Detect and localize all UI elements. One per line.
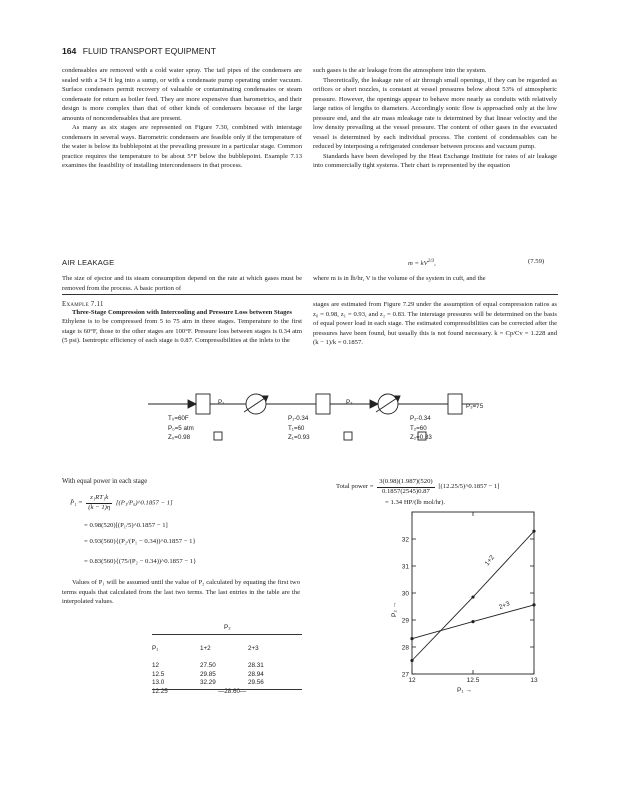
table-header-row: P₁ 1+2 2+3 (152, 644, 259, 652)
equation-7-59: $m = kV^{2/3}$, (408, 259, 436, 268)
equation-number: (7.59) (528, 258, 545, 265)
calc-intro: With equal power in each stage (62, 478, 148, 485)
paragraph: where m is in lb/hr, V is the volume of the system in cuft, and the (313, 275, 486, 282)
plot-frame (412, 512, 534, 674)
paragraph: condensables are removed with a cold water spray. The tail pipes of the condensers are sealed with a 34 ft leg into a sump, or with a condensate pump operating under vacuum. Surface condensers permit recovery of valuable or contaminating condensates or steam condensate for return as boiler feed. They are more expensive than barometrics, and their design is more complex than that of other kinds of condensers because of the large amounts of noncondensables that are present. (62, 67, 302, 122)
y-tick-label: 32 (401, 536, 409, 544)
data-point (410, 659, 413, 662)
paragraph: such gases is the air leakage from the atmosphere into the system. (313, 67, 487, 74)
y-tick-label: 31 (401, 563, 409, 571)
section-heading: AIR LEAKAGE (62, 258, 115, 267)
page-number: 164 (62, 46, 77, 56)
paragraph: The size of ejector and its steam consumption depend on the rate at which gases must be removed from the process. A basic portion of (62, 275, 302, 292)
top-left-column (62, 66, 302, 171)
x-axis-label: P₁ → (457, 687, 472, 694)
table-rule (152, 634, 302, 635)
paragraph: Standards have been developed by the Heat Exchange Institute for rates of air leakage into commercially tight systems. Their chart is represented by the equation (313, 152, 557, 170)
table-row: 12.5 29.85 28.94 (152, 670, 264, 678)
p1-p2-chart (388, 506, 548, 706)
example-label: Example 7.11 (62, 301, 104, 308)
table-bottom-rule (152, 689, 302, 690)
label-p1: P₁ (218, 399, 225, 406)
y-tick-label: 28 (401, 644, 409, 652)
example-text: Ethylene is to be compressed from 5 to 75 atm in three stages. Temperature to the first stage is 60°F, those to the other stages are 100°F. Pressure loss between stages is 0.34 atm (5 psi). Isentropic efficiency of each stage is 0.87. Compressibilities at the inlets to the (62, 318, 302, 345)
calc-line-2: = 0.98(520)[(P₁/5)^0.1857 − 1] (84, 522, 168, 529)
paragraph: As many as six stages are represented on Figure 7.30, combined with interstage condensers in several ways. Barometric condensers are feasible only if the temperature of the water is below its bubblepoint at the prevailing pressure in a particular stage. Common practice requires the temperature to be about 5°F below the bubblepoint. Example 7.13 examines the feasibility of installing intercondensers in that process. (62, 124, 302, 170)
page-header (62, 46, 216, 56)
calc-line-1: P̂₁ = $\frac{\text{z₁RT₁k}}{(k - 1)\eta}$ [(P₁/P₀)^0.1857 − 1] (70, 494, 173, 511)
example-right-text: stages are estimated from Figure 7.29 under the assumption of equal compression ratios as z₀ = 0.98, z₁ = 0.93, and z₂ = 0.83. The interstage pressures will be determined on the basis of equal power load in each stage. The estimated compressibilities can be corrected after the pressures have been found, but usually this is not found necessary. k = Cp/Cv = 1.228 and (k − 1)/k = 0.1857. (313, 301, 557, 347)
table-row: 13.0 32.29 29.56 (152, 679, 264, 687)
data-point (471, 595, 474, 598)
data-point (471, 620, 474, 623)
series-label: 2+3 (497, 600, 511, 612)
stage2-conditions: P₁-0.34 T₁=60 Z₁=0.93 (288, 415, 310, 442)
example-title: Three-Stage Compression with Intercooling and Pressure Loss between Stages (72, 309, 292, 316)
x-tick-label: 12 (408, 677, 416, 684)
values-table (152, 644, 288, 696)
stage1-conditions: T₀=60F P₀=5 atm Z₀=0.98 (168, 415, 194, 442)
table-row: 12 27.50 28.31 (152, 661, 264, 669)
compressor-1 (196, 394, 210, 414)
y-tick-label: 29 (401, 617, 409, 625)
compressor-3 (448, 394, 462, 414)
paragraph: Theoretically, the leakage rate of air through small openings, if they can be regarded as orifices or short nozzles, is constant at vessel pressures below about 53% of atmospheric pressure. However, the openings appear to behave more nearly as conduits with relatively large ratios of lengths to diameters. Accordingly sonic flow is approached only at the low pressure end, and the air mass mleakage rate is determined by that linear velocity and the low density prevailing at the vessel pressure. The content of other gases in the evacuated vessel is determined by each individual process. The content of condensables can be reduced by interposing a refrigerated condenser between process and vacuum pump. (313, 76, 557, 151)
divider (62, 294, 558, 295)
example-left (62, 301, 302, 346)
values-table-grid (152, 644, 288, 696)
series-label: 1+2 (483, 554, 497, 568)
total-power: Total power = $\frac{3(0.98)(1.987)(520)}{0.1857(2545)0.87}$ [(12.25/5)^0.1857 − 1] (336, 478, 500, 495)
data-point (532, 530, 535, 533)
compressor-2 (316, 394, 330, 414)
y-axis-label: P₂ → (391, 601, 398, 617)
knockout-1 (214, 432, 222, 440)
top-right-column (313, 66, 557, 171)
calc-closing: Values of P₁ will be assumed until the value of P₂ calculated by equating the first two terms equals that calculated from the last two terms. The last entries in the table are the interpolated values. (62, 579, 300, 606)
knockout-2 (344, 432, 352, 440)
total-power-result: = 1.34 HP/(lb mol/hr). (385, 499, 446, 506)
arrow-head (188, 400, 196, 408)
y-tick-label: 27 (401, 671, 409, 679)
table-row: 12.25 —28.60— (152, 687, 247, 695)
calc-line-4: = 0.83(560){(75/(P₂ − 0.34))^0.1857 − 1} (84, 558, 197, 565)
running-title: FLUID TRANSPORT EQUIPMENT (82, 46, 216, 56)
data-point (410, 637, 413, 640)
calc-line-3: = 0.93(560){(P₂/(P₁ − 0.34))^0.1857 − 1} (84, 538, 196, 545)
table-group-header: P₂ (224, 624, 231, 631)
label-p3: P₃=75 (466, 403, 484, 410)
x-tick-label: 12.5 (466, 677, 480, 684)
x-tick-label: 13 (530, 677, 538, 684)
data-point (532, 603, 535, 606)
label-p2: P₂ (346, 399, 353, 406)
y-tick-label: 30 (401, 590, 409, 598)
stage3-conditions: P₂-0.34 T₂=60 Z₂=0.83 (410, 415, 432, 442)
